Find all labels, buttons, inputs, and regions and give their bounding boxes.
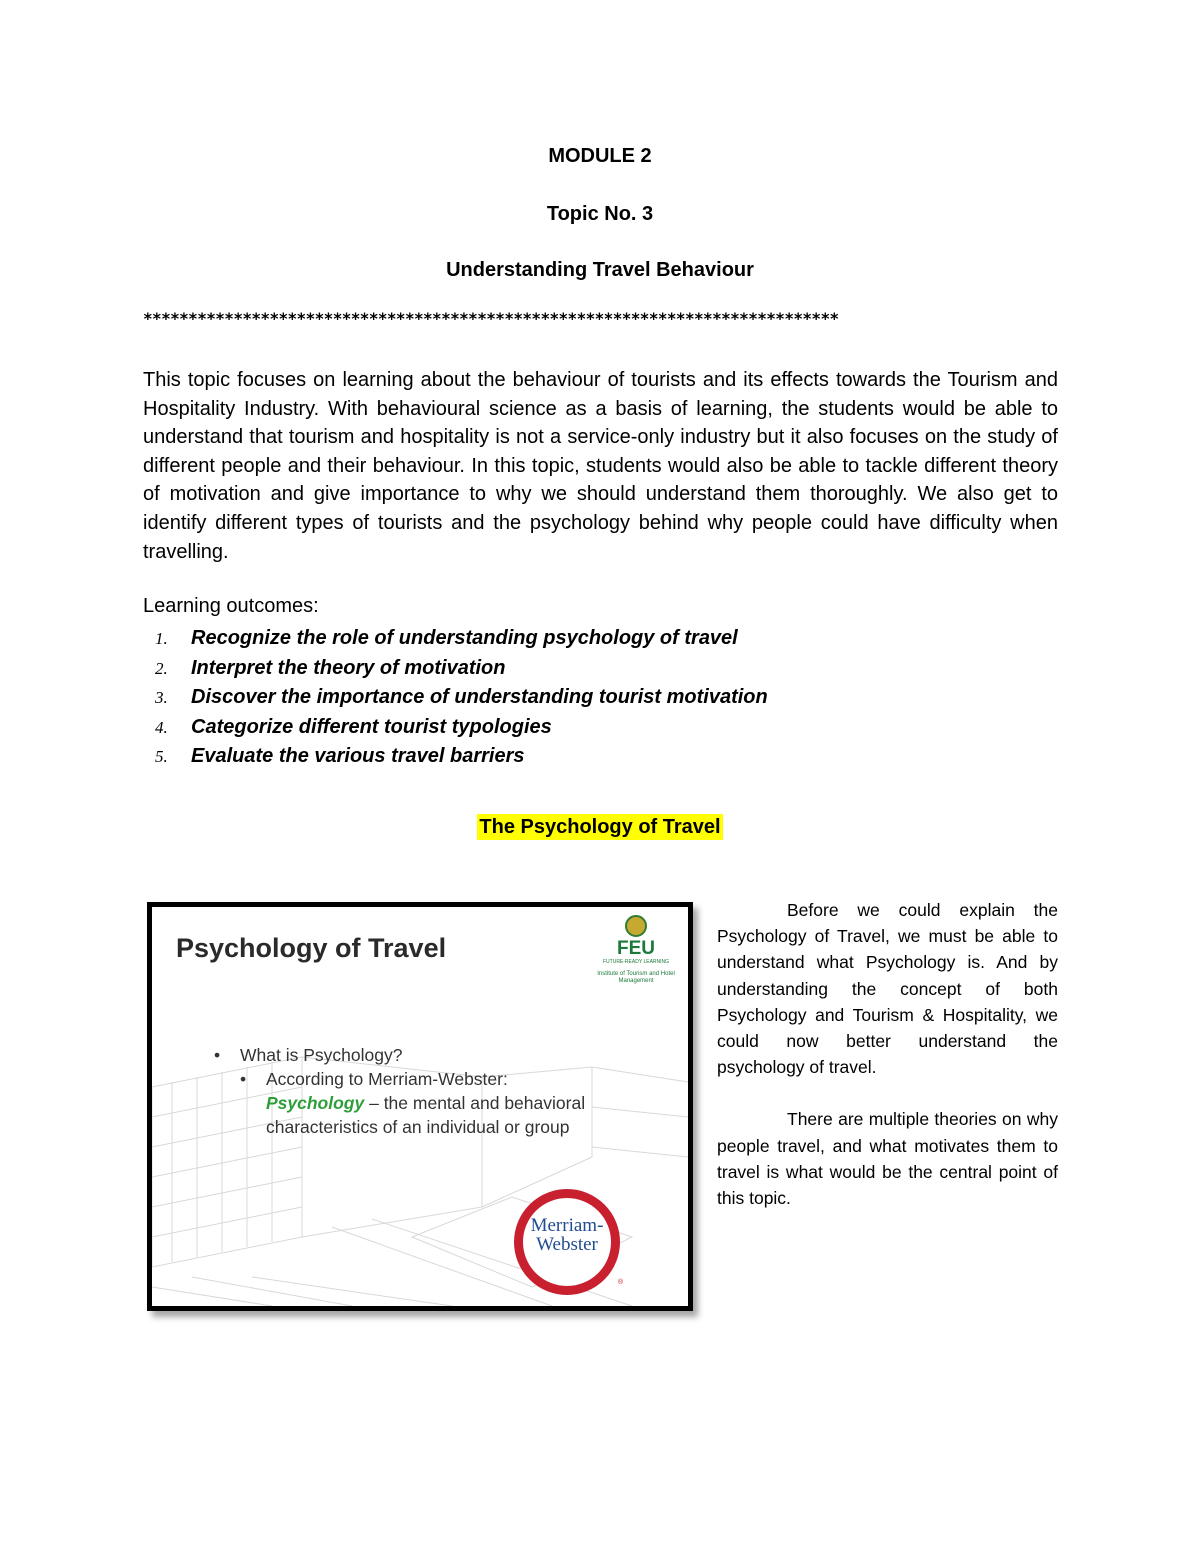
feu-logo-text: FEU	[617, 938, 655, 959]
slide-title: Psychology of Travel	[176, 933, 447, 963]
list-number: 4.	[155, 717, 168, 737]
page-title: Understanding Travel Behaviour	[446, 259, 754, 281]
outcome-text: Categorize different tourist typologies	[191, 715, 552, 738]
section-title: The Psychology of Travel	[479, 816, 721, 838]
list-number: 3.	[155, 688, 168, 707]
registered-mark: ®	[618, 1279, 624, 1286]
list-item	[155, 654, 768, 684]
definition-text-line2: characteristics of an individual or group	[266, 1117, 570, 1137]
learning-outcomes-list	[155, 624, 768, 772]
feu-logo-tagline: FUTURE-READY LEARNING	[602, 959, 670, 965]
list-item	[155, 713, 768, 743]
feu-emblem-icon	[625, 915, 647, 937]
side-paragraph: There are multiple theories on why people travel, and what motivates them to travel is what would be the central point of this topic.	[717, 1109, 1058, 1209]
feu-logo	[596, 915, 676, 1025]
slide-bullets	[214, 1043, 585, 1139]
list-item	[155, 742, 768, 772]
list-number: 1.	[155, 629, 168, 648]
merriam-webster-logo	[514, 1189, 620, 1295]
list-item	[155, 683, 768, 713]
definition-text: – the mental and behavioral	[364, 1093, 586, 1113]
mw-logo-line1: Merriam-	[530, 1215, 604, 1236]
slide-sub-bullet-line: According to Merriam-Webster:	[266, 1069, 508, 1089]
merriam-webster-logo-text	[523, 1216, 611, 1254]
slide-sub-bullet	[240, 1067, 585, 1139]
definition-term: Psychology	[266, 1093, 365, 1113]
slide-image	[147, 902, 693, 1311]
divider-asterisks: *****************************************************************************	[143, 309, 839, 328]
section-heading	[0, 816, 1200, 839]
intro-paragraph: This topic focuses on learning about the behaviour of tourists and its effects towards the Tourism and Hospitality Industry. With behavioural science as a basis of learning, the students would be able to understand that tourism and hospitality is not a service-only industry but it also focuses on the study of different people and their behaviour. In this topic, students would also be able to tackle different theory of motivation and give importance to why we should understand them thoroughly. We also get to identify different types of tourists and the psychology behind why people could have difficulty when travelling.	[143, 369, 1058, 563]
outcome-text: Interpret the theory of motivation	[191, 656, 506, 679]
mw-logo-line2: Webster	[536, 1234, 598, 1255]
feu-logo-institute: Institute of Tourism and Hotel Management	[597, 971, 675, 984]
module-heading: MODULE 2	[548, 145, 652, 167]
outcome-text: Recognize the role of understanding psychology of travel	[191, 627, 738, 649]
side-text	[717, 897, 1058, 1211]
learning-outcomes-label: Learning outcomes:	[143, 595, 319, 617]
side-paragraph: Before we could explain the Psychology of Travel, we must be able to understand what Psychology is. And by understanding the concept of both Psychology and Tourism & Hospitality, we could now better understand the psychology of travel.	[717, 900, 1058, 1078]
list-number: 2.	[155, 658, 168, 678]
outcome-text: Evaluate the various travel barriers	[191, 745, 525, 767]
list-item	[155, 624, 768, 654]
list-number: 5.	[155, 747, 168, 766]
outcome-text: Discover the importance of understanding tourist motivation	[191, 686, 768, 708]
topic-heading: Topic No. 3	[546, 203, 654, 225]
slide-bullet: • What is Psychology?	[214, 1043, 585, 1067]
